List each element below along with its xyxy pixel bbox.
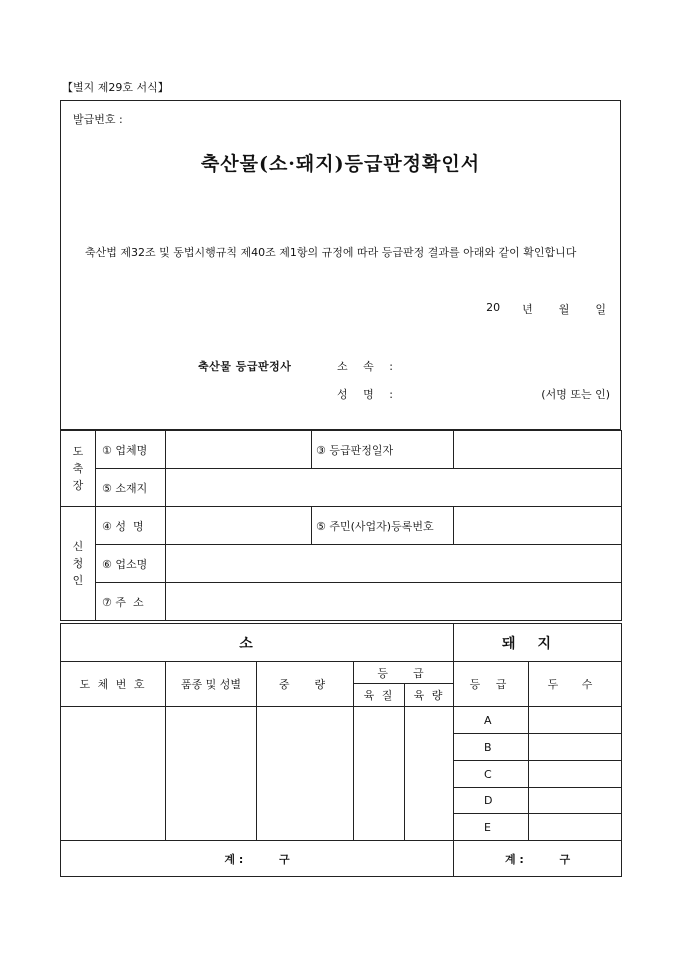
head-count-c[interactable] bbox=[529, 761, 622, 788]
address-label: ⑦ 주 소 bbox=[96, 583, 166, 621]
issue-number-label: 발급번호 : bbox=[73, 113, 123, 126]
head-count-b[interactable] bbox=[529, 734, 622, 761]
date-day-label: 일 bbox=[595, 303, 606, 316]
location-label: ⑤ 소재지 bbox=[96, 469, 166, 507]
date-year-label: 년 bbox=[522, 303, 533, 316]
pig-grade-header: 등 급 bbox=[454, 662, 529, 707]
form-number-label: 【별지 제29호 서식】 bbox=[62, 81, 169, 94]
head-count-e[interactable] bbox=[529, 814, 622, 841]
location-field[interactable] bbox=[166, 469, 622, 507]
breed-sex-header: 품종 및 성별 bbox=[166, 662, 257, 707]
pig-header: 돼지 bbox=[454, 624, 622, 662]
carcass-number-header: 도 체 번 호 bbox=[61, 662, 166, 707]
meat-yield-cell[interactable] bbox=[405, 707, 454, 841]
weight-cell[interactable] bbox=[257, 707, 354, 841]
grade-header: 등 급 bbox=[354, 662, 454, 684]
pig-grade-a: A bbox=[454, 707, 529, 734]
meat-quality-header: 육 질 bbox=[354, 684, 405, 707]
grader-name-label: 성 명 : bbox=[337, 388, 399, 401]
signature-note: (서명 또는 인) bbox=[541, 388, 610, 401]
party-info-table bbox=[60, 430, 622, 621]
pig-total-label: 계 : bbox=[504, 852, 524, 866]
head-count-header: 두 수 bbox=[529, 662, 622, 707]
cattle-header: 소 bbox=[61, 624, 454, 662]
grading-result-table bbox=[60, 623, 622, 877]
company-name-label: ① 업체명 bbox=[96, 431, 166, 469]
date-month-label: 월 bbox=[558, 303, 570, 316]
pig-grade-b: B bbox=[454, 734, 529, 761]
grading-date-label: ③ 등급판정일자 bbox=[312, 431, 454, 469]
date-year-prefix: 20 bbox=[486, 301, 501, 314]
pig-total-row bbox=[454, 841, 622, 877]
meat-quality-cell[interactable] bbox=[354, 707, 405, 841]
cattle-total-unit: 구 bbox=[278, 852, 290, 866]
grading-date-field[interactable] bbox=[454, 431, 622, 469]
breed-sex-cell[interactable] bbox=[166, 707, 257, 841]
carcass-number-cell[interactable] bbox=[61, 707, 166, 841]
address-field[interactable] bbox=[166, 583, 622, 621]
applicant-name-field[interactable] bbox=[166, 507, 312, 545]
certification-statement: 축산법 제32조 및 동법시행규칙 제40조 제1항의 규정에 따라 등급판정 결과를 아래와 같이 확인합니다 bbox=[85, 246, 577, 259]
slaughterhouse-group-label: 도 축 장 bbox=[61, 431, 96, 507]
cattle-total-row bbox=[61, 841, 454, 877]
weight-header: 중 량 bbox=[257, 662, 354, 707]
certificate-header-box bbox=[60, 100, 621, 430]
head-count-a[interactable] bbox=[529, 707, 622, 734]
issue-date bbox=[486, 301, 606, 317]
head-count-d[interactable] bbox=[529, 788, 622, 814]
cattle-total-label: 계 : bbox=[224, 852, 244, 866]
pig-grade-e: E bbox=[454, 814, 529, 841]
applicant-group-label: 신 청 인 bbox=[61, 507, 96, 621]
resident-number-label: ⑤ 주민(사업자)등록번호 bbox=[312, 507, 454, 545]
resident-number-field[interactable] bbox=[454, 507, 622, 545]
grader-role-label: 축산물 등급판정사 bbox=[198, 360, 292, 373]
meat-yield-header: 육 량 bbox=[405, 684, 454, 707]
pig-total-unit: 구 bbox=[559, 852, 571, 866]
business-name-label: ⑥ 업소명 bbox=[96, 545, 166, 583]
company-name-field[interactable] bbox=[166, 431, 312, 469]
applicant-name-label: ④ 성 명 bbox=[96, 507, 166, 545]
document-title: 축산물(소·돼지)등급판정확인서 bbox=[200, 153, 481, 175]
pig-grade-c: C bbox=[454, 761, 529, 788]
business-name-field[interactable] bbox=[166, 545, 622, 583]
pig-grade-d: D bbox=[454, 788, 529, 814]
grader-affiliation-label: 소 속 : bbox=[337, 360, 399, 373]
